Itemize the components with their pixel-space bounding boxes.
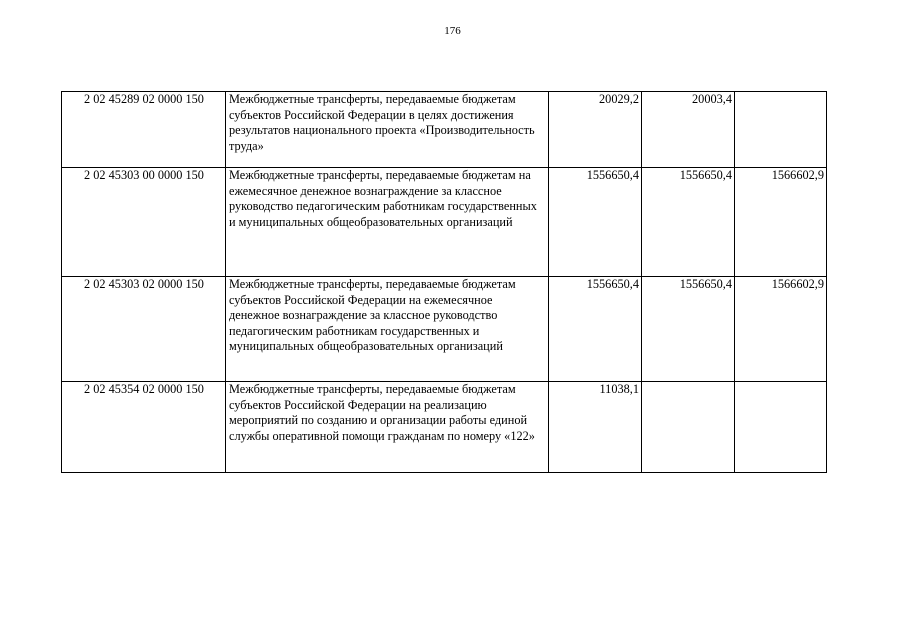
budget-code-cell: 2 02 45289 02 0000 150 [62,92,226,168]
amount-cell-1: 1556650,4 [549,168,642,277]
amount-cell-1: 11038,1 [549,382,642,473]
table-row [62,277,827,382]
amount-cell-2: 20003,4 [642,92,735,168]
description-cell: Межбюджетные трансферты, передаваемые бюджетам субъектов Российской Федерации в целях достижения результатов национального проекта «Производительность труда» [226,92,549,168]
budget-code-cell: 2 02 45303 02 0000 150 [62,277,226,382]
budget-code-cell: 2 02 45303 00 0000 150 [62,168,226,277]
table-row [62,92,827,168]
description-cell: Межбюджетные трансферты, передаваемые бюджетам на ежемесячное денежное вознаграждение за классное руководство педагогическим работникам государственных и муниципальных общеобразовательных организаций [226,168,549,277]
amount-cell-3 [735,382,827,473]
table-row [62,168,827,277]
table-row [62,382,827,473]
amount-cell-3: 1566602,9 [735,168,827,277]
amount-cell-3: 1566602,9 [735,277,827,382]
amount-cell-1: 20029,2 [549,92,642,168]
amount-cell-2: 1556650,4 [642,168,735,277]
amount-cell-1: 1556650,4 [549,277,642,382]
budget-code-cell: 2 02 45354 02 0000 150 [62,382,226,473]
amount-cell-2: 1556650,4 [642,277,735,382]
amount-cell-2 [642,382,735,473]
page-number: 176 [444,25,461,37]
description-cell: Межбюджетные трансферты, передаваемые бюджетам субъектов Российской Федерации на реализацию мероприятий по созданию и организации работы единой службы оперативной помощи гражданам по номеру «122» [226,382,549,473]
amount-cell-3 [735,92,827,168]
description-cell: Межбюджетные трансферты, передаваемые бюджетам субъектов Российской Федерации на ежемесячное денежное вознаграждение за классное руководство педагогическим работникам государственных и муниципальных общеобразовательных организаций [226,277,549,382]
budget-table [61,91,827,473]
